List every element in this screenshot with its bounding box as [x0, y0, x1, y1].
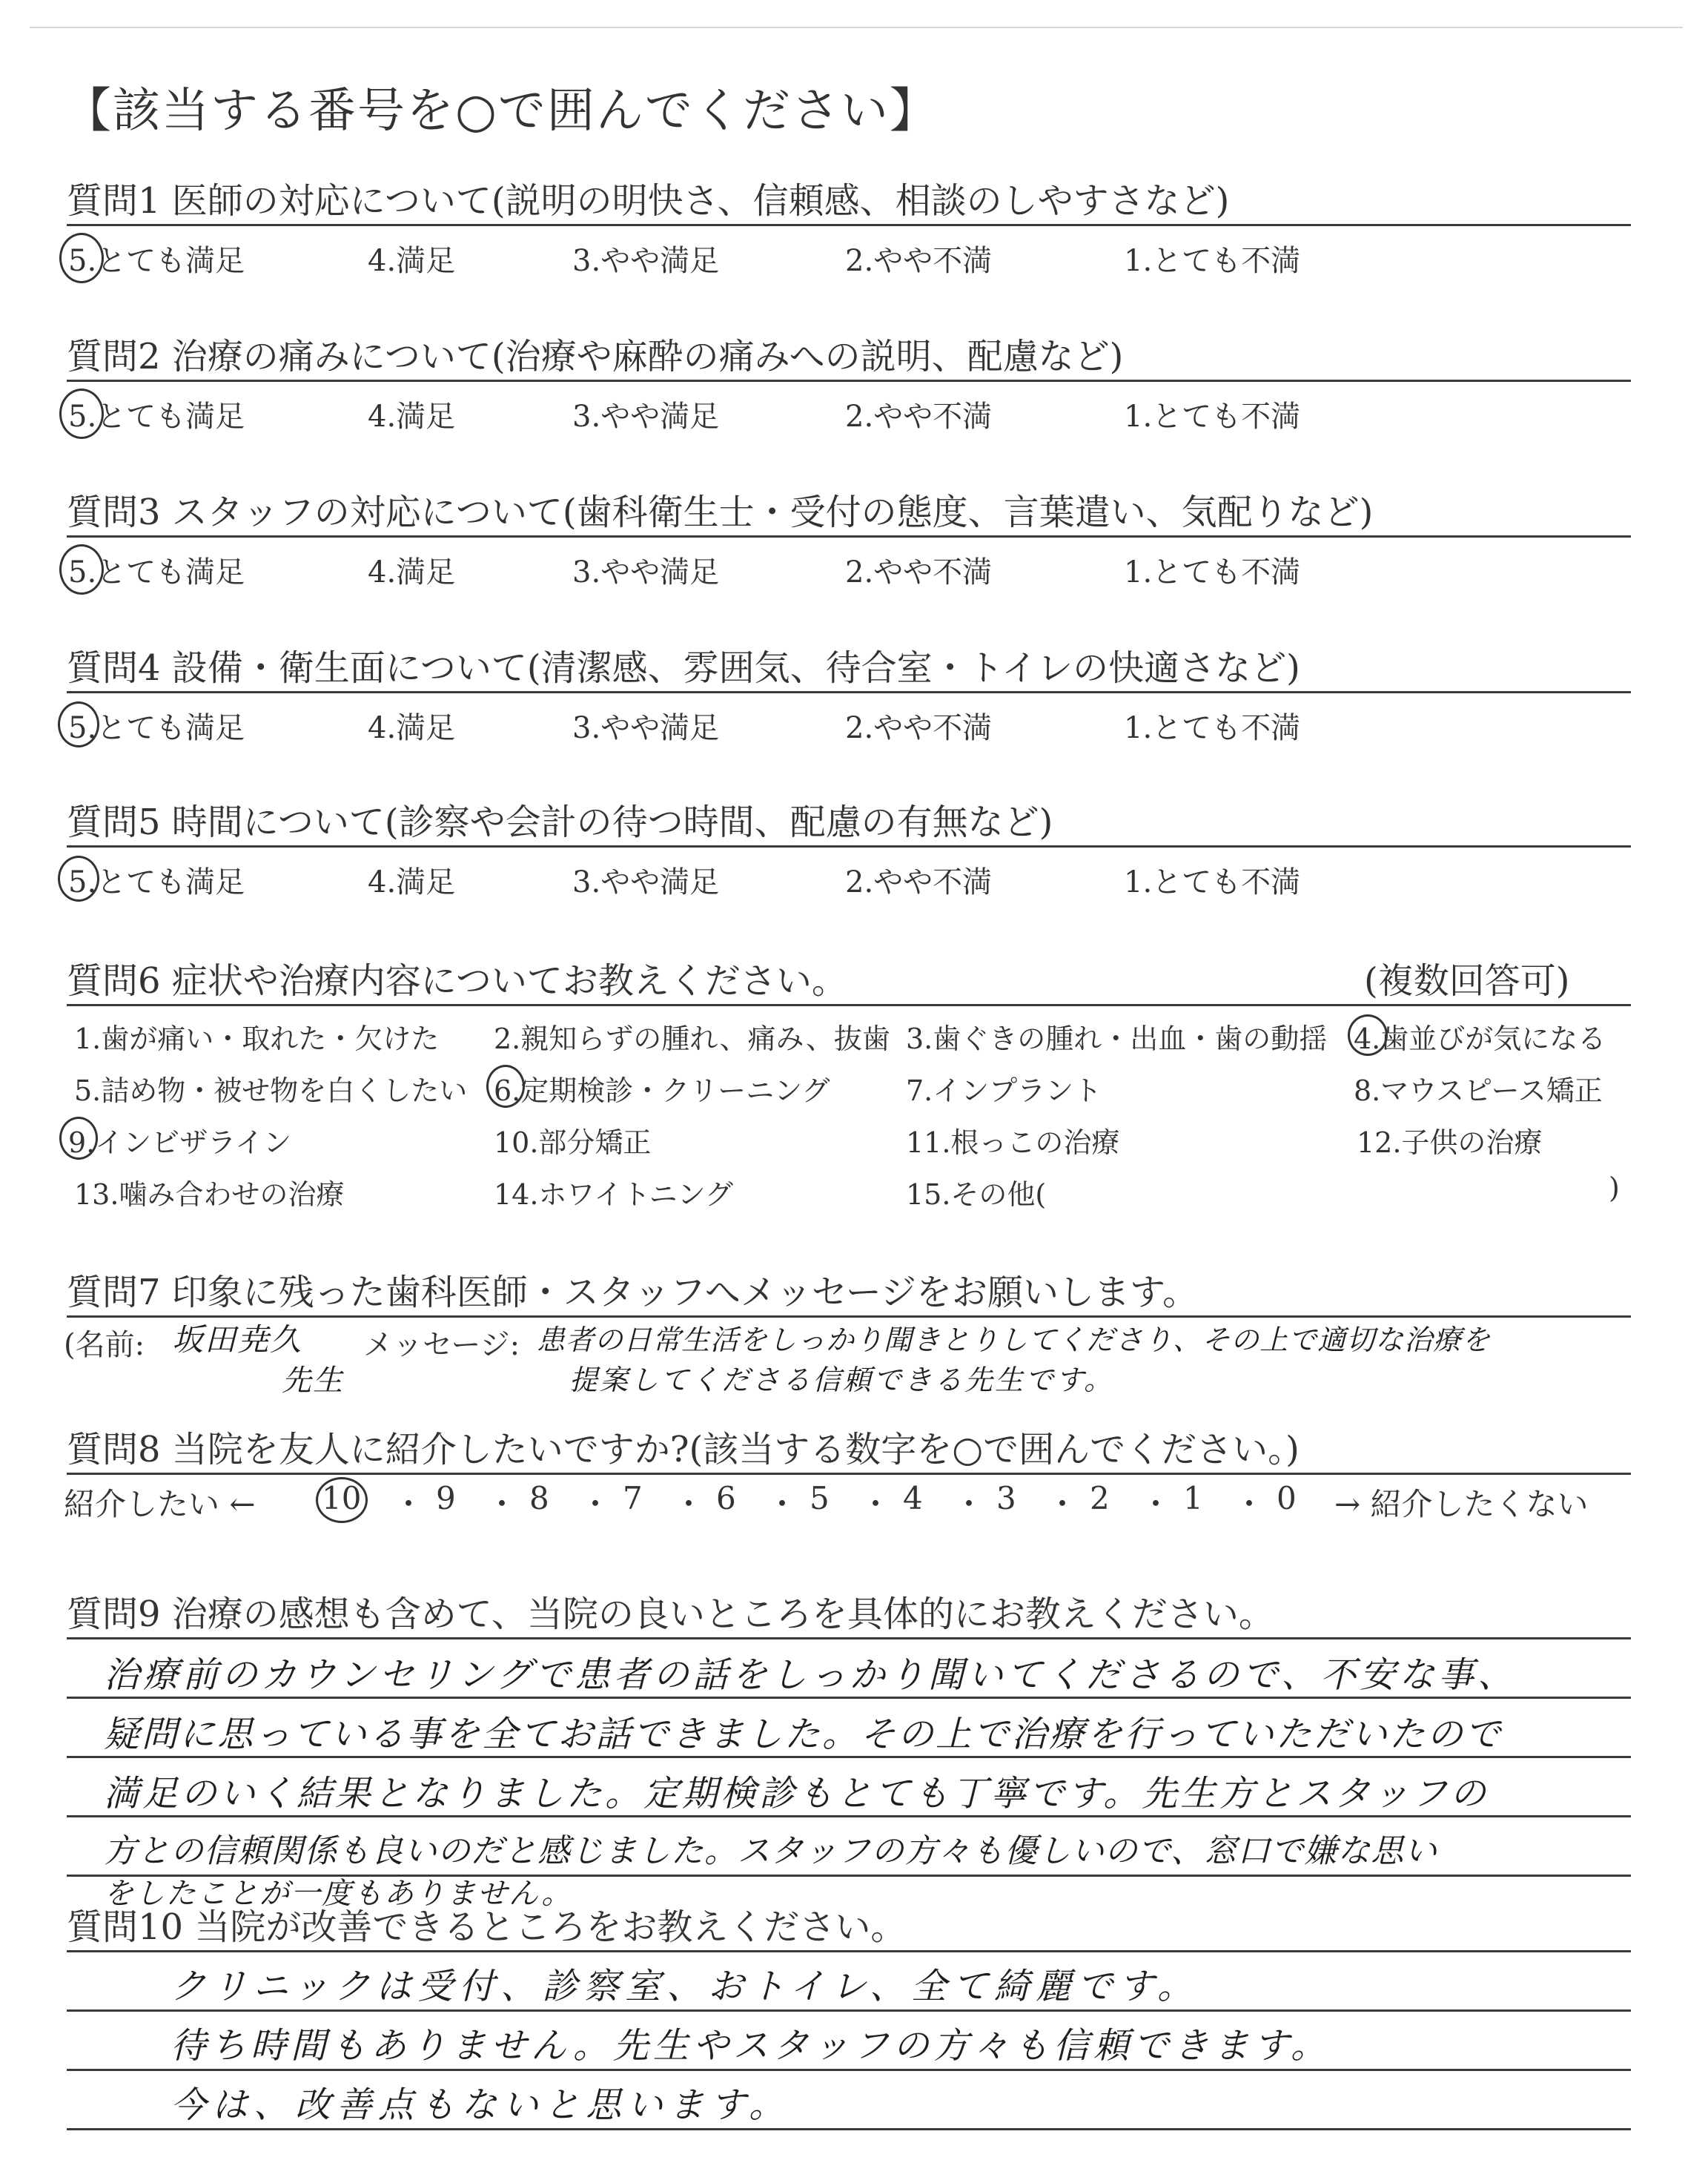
scale-9[interactable]: 9 — [436, 1480, 456, 1516]
scale-left-label: 紹介したい ← — [64, 1486, 256, 1522]
option-4[interactable]: 4.満足 — [368, 555, 456, 589]
question-rule — [67, 1473, 1631, 1475]
question-label: 質問3 スタッフの対応について(歯科衛生士・受付の態度、言葉遣い、気配りなど) — [67, 492, 1374, 533]
symptom-option-2[interactable]: 2.親知らずの腫れ、痛み、抜歯 — [494, 1023, 890, 1055]
scale-8[interactable]: 8 — [529, 1480, 549, 1516]
answer-rule — [67, 2128, 1631, 2130]
option-5[interactable]: 5.とても満足 — [68, 244, 245, 278]
selection-circle — [58, 856, 99, 902]
question-label: 質問5 時間について(診察や会計の待つ時間、配慮の有無など) — [67, 802, 1053, 843]
scale-2[interactable]: 2 — [1090, 1480, 1110, 1516]
scale-5[interactable]: 5 — [810, 1480, 830, 1516]
rating-options — [0, 549, 1708, 590]
scale-separator: ・ — [860, 1486, 892, 1522]
scale-separator: ・ — [953, 1486, 985, 1522]
answer-line-5: をしたことが一度もありません。 — [104, 1877, 573, 1911]
option-1[interactable]: 1.とても不満 — [1124, 865, 1301, 899]
answer-line-2: 疑問に思っている事を全てお話できました。その上で治療を行っていただいたので — [104, 1714, 1503, 1755]
answer-rule — [67, 2069, 1631, 2071]
option-1[interactable]: 1.とても不満 — [1124, 244, 1301, 278]
answer-rule — [67, 2009, 1631, 2012]
question-rule — [67, 691, 1631, 693]
symptom-option-12[interactable]: 12.子供の治療 — [1357, 1126, 1543, 1159]
answer-line-4: 方との信頼関係も良いのだと感じました。スタッフの方々も優しいので、窓口で嫌な思い — [104, 1832, 1438, 1870]
option-2[interactable]: 2.やや不満 — [845, 400, 993, 434]
symptom-option-10[interactable]: 10.部分矯正 — [494, 1126, 652, 1159]
rating-options — [0, 859, 1708, 900]
symptom-option-5[interactable]: 5.詰め物・被せ物を白くしたい — [74, 1074, 468, 1107]
question-rule — [67, 380, 1631, 382]
question-label: 質問6 症状や治療内容についてお教えください。 — [67, 960, 847, 1002]
scale-4[interactable]: 4 — [903, 1480, 923, 1516]
message-line-1: 患者の日常生活をしっかり聞きとりしてくださり、その上で適切な治療を — [537, 1324, 1492, 1356]
symptom-option-11[interactable]: 11.根っこの治療 — [906, 1126, 1120, 1159]
rating-options — [0, 237, 1708, 279]
option-2[interactable]: 2.やや不満 — [845, 711, 993, 745]
question-label: 質問7 印象に残った歯科医師・スタッフへメッセージをお願いします。 — [67, 1272, 1199, 1313]
answer-line-1: 治療前のカウンセリングで患者の話をしっかり聞いてくださるので、不安な事、 — [104, 1654, 1517, 1696]
symptom-option-14[interactable]: 14.ホワイトニング — [494, 1178, 734, 1211]
question-rule — [67, 1004, 1631, 1006]
scale-6[interactable]: 6 — [716, 1480, 736, 1516]
option-5[interactable]: 5.とても満足 — [68, 711, 245, 745]
question-rule — [67, 224, 1631, 226]
symptom-option-6[interactable]: 6.定期検診・クリーニング — [494, 1074, 830, 1107]
scale-separator: ・ — [1047, 1486, 1079, 1522]
answer-line-3: 満足のいく結果となりました。定期検診もとても丁寧です。先生方とスタッフの — [104, 1773, 1489, 1814]
top-edge-line — [30, 27, 1683, 28]
scale-separator: ・ — [1234, 1486, 1265, 1522]
symptom-option-9[interactable]: 9.インビザライン — [68, 1126, 292, 1159]
scale-0[interactable]: 0 — [1277, 1480, 1297, 1516]
symptom-option-13[interactable]: 13.噛み合わせの治療 — [74, 1178, 345, 1211]
option-3[interactable]: 3.やや満足 — [572, 244, 720, 278]
option-2[interactable]: 2.やや不満 — [845, 244, 993, 278]
selection-circle — [316, 1477, 368, 1523]
answer-line-3: 今は、改善点もないと思います。 — [171, 2084, 791, 2126]
option-3[interactable]: 3.やや満足 — [572, 555, 720, 589]
option-5[interactable]: 5.とても満足 — [68, 865, 245, 899]
question-label: 質問8 当院を友人に紹介したいですか?(該当する数字を○で囲んでください。) — [67, 1429, 1300, 1470]
multiple-answer-note: (複数回答可) — [1364, 960, 1570, 1002]
scale-separator: ・ — [393, 1486, 425, 1522]
scale-3[interactable]: 3 — [996, 1480, 1016, 1516]
answer-line-1: クリニックは受付、診察室、おトイレ、全て綺麗です。 — [171, 1966, 1199, 2007]
scale-1[interactable]: 1 — [1183, 1480, 1203, 1516]
question-label: 質問1 医師の対応について(説明の明快さ、信頼感、相談のしやすさなど) — [67, 180, 1230, 222]
symptom-option-3[interactable]: 3.歯ぐきの腫れ・出血・歯の動揺 — [906, 1023, 1328, 1055]
scale-separator: ・ — [486, 1486, 518, 1522]
scale-separator: ・ — [1140, 1486, 1172, 1522]
scale-7[interactable]: 7 — [623, 1480, 643, 1516]
option-2[interactable]: 2.やや不満 — [845, 555, 993, 589]
selection-circle — [486, 1065, 525, 1108]
selection-circle — [1348, 1014, 1388, 1056]
symptom-option-8[interactable]: 8.マウスピース矯正 — [1354, 1074, 1603, 1107]
option-4[interactable]: 4.満足 — [368, 865, 456, 899]
question-label: 質問9 治療の感想も含めて、当院の良いところを具体的にお教えください。 — [67, 1593, 1274, 1635]
selection-circle — [58, 701, 99, 747]
option-3[interactable]: 3.やや満足 — [572, 711, 720, 745]
option-5[interactable]: 5.とても満足 — [68, 400, 245, 434]
selection-circle — [59, 233, 104, 283]
question-label: 質問2 治療の痛みについて(治療や麻酔の痛みへの説明、配慮など) — [67, 336, 1124, 377]
symptom-option-4[interactable]: 4.歯並びが気になる — [1354, 1023, 1606, 1055]
message-label: メッセージ: — [363, 1328, 520, 1362]
name-label: (名前: — [64, 1328, 145, 1362]
option-4[interactable]: 4.満足 — [368, 244, 456, 278]
rating-options — [0, 704, 1708, 746]
question-rule — [67, 1950, 1631, 1952]
question-label: 質問4 設備・衛生面について(清潔感、雰囲気、待合室・トイレの快適さなど) — [67, 647, 1300, 689]
scale-10[interactable]: 10 — [322, 1480, 362, 1516]
rating-options — [0, 393, 1708, 435]
scale-right-label: → 紹介したくない — [1334, 1486, 1589, 1522]
question-rule — [67, 535, 1631, 538]
symptom-option-7[interactable]: 7.インプラント — [906, 1074, 1102, 1107]
selection-circle — [59, 389, 104, 439]
selection-circle — [59, 1117, 98, 1160]
option-1[interactable]: 1.とても不満 — [1124, 555, 1301, 589]
option-1[interactable]: 1.とても不満 — [1124, 400, 1301, 434]
scale-separator: ・ — [767, 1486, 798, 1522]
option-2[interactable]: 2.やや不満 — [845, 865, 993, 899]
option-3[interactable]: 3.やや満足 — [572, 865, 720, 899]
symptom-option-1[interactable]: 1.歯が痛い・取れた・欠けた — [74, 1023, 440, 1055]
option-4[interactable]: 4.満足 — [368, 400, 456, 434]
option-3[interactable]: 3.やや満足 — [572, 400, 720, 434]
scale-separator: ・ — [580, 1486, 612, 1522]
page-title: 【該当する番号を○で囲んでください】 — [64, 84, 939, 139]
option-5[interactable]: 5.とても満足 — [68, 555, 245, 589]
question-rule — [67, 1637, 1631, 1639]
name-value: 坂田尭久 — [172, 1321, 303, 1358]
other-close-paren: ) — [1609, 1172, 1620, 1204]
answer-line-2: 待ち時間もありません。先生やスタッフの方々も信頼できます。 — [171, 2025, 1331, 2067]
option-4[interactable]: 4.満足 — [368, 711, 456, 745]
question-label: 質問10 当院が改善できるところをお教えください。 — [67, 1906, 907, 1948]
name-title: 先生 — [282, 1364, 344, 1398]
symptom-option-15[interactable]: 15.その他( — [906, 1178, 1047, 1211]
selection-circle — [59, 544, 104, 595]
scale-separator: ・ — [673, 1486, 705, 1522]
question-rule — [67, 845, 1631, 848]
option-1[interactable]: 1.とても不満 — [1124, 711, 1301, 745]
message-line-2: 提案してくださる信頼できる先生です。 — [569, 1364, 1114, 1396]
